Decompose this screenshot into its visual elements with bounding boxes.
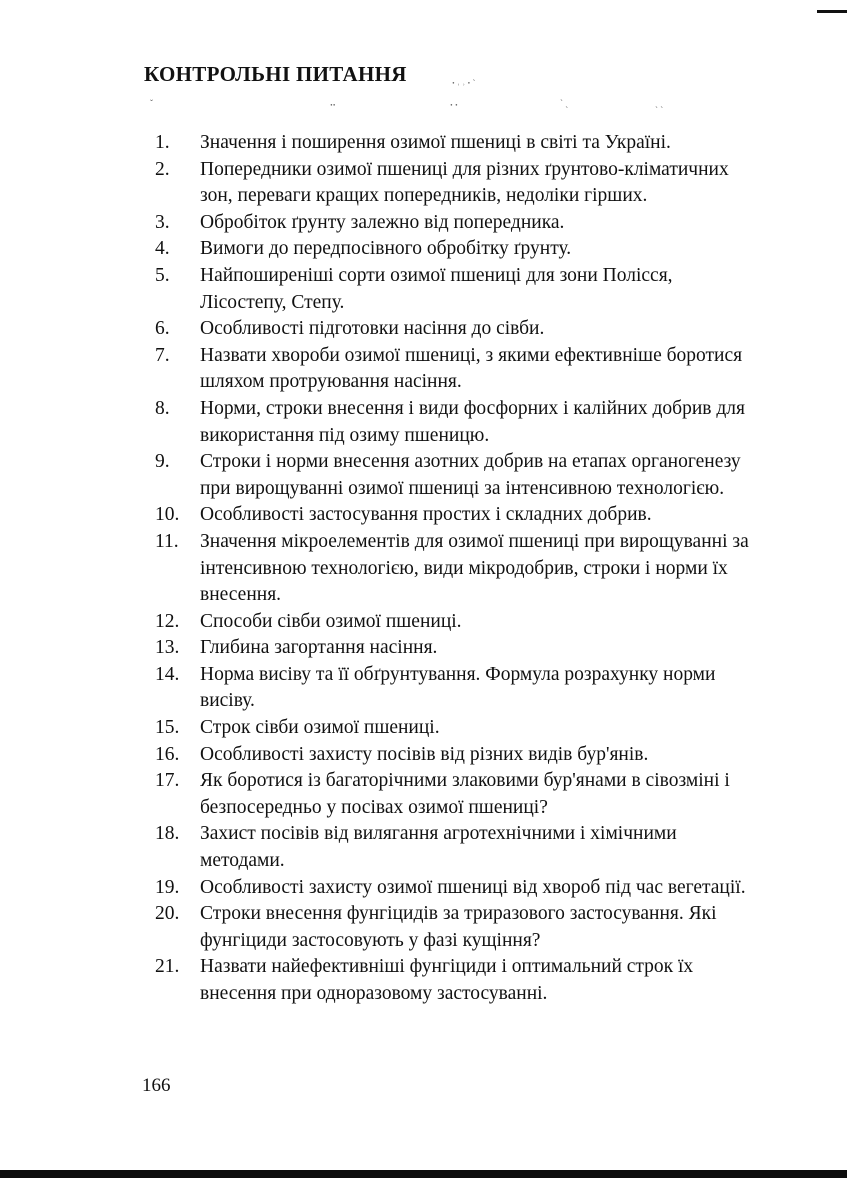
scan-artifact: ꞏ ˒ ˒ ꞏ ˋ <box>452 78 476 88</box>
question-number: 14. <box>155 663 180 685</box>
question-text: Значення і поширення озимої пшениці в світі та Україні. <box>200 132 671 153</box>
question-item <box>155 263 755 316</box>
question-item <box>155 343 755 396</box>
scan-corner-mark <box>817 10 847 13</box>
question-text: Особливості підготовки насіння до сівби. <box>200 318 545 340</box>
scan-artifact: ˋ ˏ <box>560 98 569 108</box>
question-number: 17. <box>155 770 180 792</box>
scan-artifact: ꞏ ꞏ <box>450 100 458 110</box>
question-text: Захист посівів від вилягання агротехнічними і хімічними методами. <box>200 823 677 872</box>
question-number: 7. <box>155 344 170 366</box>
question-item <box>155 954 755 1007</box>
question-number: 10. <box>155 504 180 526</box>
question-number: 2. <box>155 158 170 180</box>
question-number: 6. <box>155 318 170 340</box>
scan-artifact: ꞏꞏ <box>330 100 336 110</box>
question-text: Назвати хвороби озимої пшениці, з якими ефективніше боротися шляхом протруювання насіння. <box>200 344 743 393</box>
page-heading: КОНТРОЛЬНІ ПИТАННЯ <box>144 62 407 86</box>
question-text: Строки внесення фунгіцидів за триразового застосування. Які фунгіциди застосовують у фазі кущіння? <box>200 903 717 951</box>
question-text: Норми, строки внесення і види фосфорних і калійних добрив для використання під озиму пшеницю. <box>200 397 745 446</box>
question-number: 8. <box>155 397 170 419</box>
question-text: Строки і норми внесення азотних добрив на етапах органогенезу при вирощуванні озимої пшениці за інтенсивною технологією. <box>200 451 741 499</box>
question-text: Найпоширеніші сорти озимої пшениці для зони Полісся, Лісостепу, Степу. <box>200 264 673 313</box>
question-item <box>155 449 755 502</box>
question-item <box>155 635 755 662</box>
question-text: Обробіток ґрунту залежно від попередника. <box>200 211 565 233</box>
question-item <box>155 715 755 742</box>
question-item <box>155 875 755 902</box>
question-number: 3. <box>155 211 170 233</box>
question-item <box>155 901 755 954</box>
page-number: 166 <box>142 1075 171 1096</box>
scan-artifact: ˏ ˏ <box>655 98 664 108</box>
question-item <box>155 236 755 263</box>
question-item <box>155 396 755 449</box>
question-item <box>155 742 755 769</box>
question-number: 15. <box>155 717 180 739</box>
question-item <box>155 609 755 636</box>
question-item <box>155 157 755 210</box>
question-number: 12. <box>155 610 180 632</box>
question-text: Назвати найефективніші фунгіциди і оптимальний строк їх внесення при одноразовому застосуванні. <box>200 956 694 1004</box>
scan-artifact: ˇ <box>150 98 153 108</box>
question-number: 21. <box>155 956 180 978</box>
question-number: 20. <box>155 903 180 925</box>
question-item <box>155 130 755 157</box>
question-text: Особливості захисту посівів від різних видів бур'янів. <box>200 743 649 765</box>
question-number: 11. <box>155 530 179 552</box>
question-number: 4. <box>155 238 170 260</box>
question-text: Способи сівби озимої пшениці. <box>200 610 462 632</box>
question-item <box>155 529 755 609</box>
question-item <box>155 768 755 821</box>
question-text: Попередники озимої пшениці для різних ґрунтово-кліматичних зон, переваги кращих попередників, недоліки гірших. <box>200 158 729 207</box>
question-item <box>155 316 755 343</box>
question-number: 13. <box>155 637 180 659</box>
question-text: Норма висіву та її обґрунтування. Формула розрахунку норми висіву. <box>200 663 716 712</box>
question-text: Глибина загортання насіння. <box>200 637 438 659</box>
scan-bottom-band <box>0 1170 847 1178</box>
question-number: 18. <box>155 823 180 845</box>
question-number: 9. <box>155 451 170 473</box>
question-number: 5. <box>155 264 170 286</box>
question-item <box>155 821 755 874</box>
question-item <box>155 662 755 715</box>
question-text: Особливості застосування простих і складних добрив. <box>200 504 652 526</box>
question-text: Строк сівби озимої пшениці. <box>200 717 440 739</box>
question-text: Як боротися із багаторічними злаковими бур'янами в сівозміні і безпосередньо у посівах озимої пшениці? <box>200 770 730 818</box>
question-list <box>155 130 755 1008</box>
question-number: 16. <box>155 743 180 765</box>
question-item <box>155 502 755 529</box>
question-text: Вимоги до передпосівного обробітку ґрунту. <box>200 238 572 260</box>
question-text: Особливості захисту озимої пшениці від хвороб під час вегетації. <box>200 876 746 898</box>
question-number: 1. <box>155 132 170 153</box>
question-text: Значення мікроелементів для озимої пшениці при вирощуванні за інтенсивною технологією, види мікродобрив, строки і норми їх внесення. <box>200 530 749 606</box>
question-item <box>155 210 755 237</box>
question-number: 19. <box>155 876 180 898</box>
